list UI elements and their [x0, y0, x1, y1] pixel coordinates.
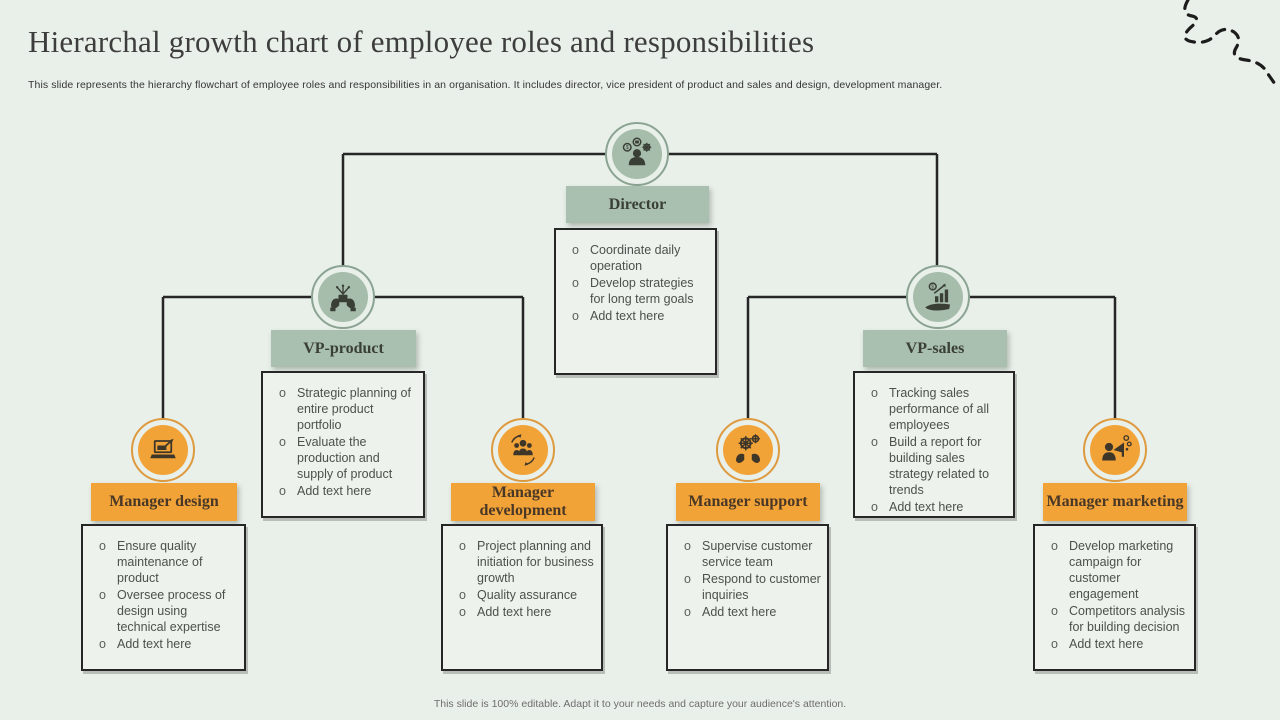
manager-design-label-text: Manager design	[109, 493, 219, 511]
node-label-manager-development	[451, 483, 595, 521]
manager-development-node-circle	[491, 418, 555, 482]
manager-support-node-circle	[716, 418, 780, 482]
bullet-item: o Project planning and initiation for business growth	[457, 538, 595, 586]
vp-sales-bullet-list	[855, 373, 1013, 522]
manager-development-bullet-list	[443, 526, 601, 627]
node-label-manager-design	[91, 483, 237, 521]
manager-marketing-bullet-list	[1035, 526, 1194, 659]
bullet-item: o Evaluate the production and supply of product	[277, 434, 417, 482]
hands-holding-product-icon	[318, 272, 368, 322]
manager-development-label-text: Manager development	[479, 484, 567, 519]
manager-marketing-responsibilities-box	[1033, 524, 1196, 671]
bullet-item: o Develop strategies for long term goals	[570, 275, 709, 307]
node-label-manager-marketing	[1043, 483, 1187, 521]
bullet-item: o Add text here	[869, 499, 1007, 515]
laptop-design-pen-icon	[138, 425, 188, 475]
node-label-director	[566, 186, 709, 223]
manager-marketing-node-circle	[1083, 418, 1147, 482]
hands-holding-gears-icon	[723, 425, 773, 475]
bullet-item: o Add text here	[97, 636, 238, 652]
director-node-circle	[605, 122, 669, 186]
bullet-item: o Oversee process of design using technical expertise	[97, 587, 238, 635]
bullet-item: o Coordinate daily operation	[570, 242, 709, 274]
bullet-item: o Add text here	[277, 483, 417, 499]
footer-note: This slide is 100% editable. Adapt it to your needs and capture your audience's attention.	[433, 698, 847, 710]
director-person-gear-coin-icon	[612, 129, 662, 179]
manager-development-responsibilities-box	[441, 524, 603, 671]
node-label-vp-sales	[863, 330, 1007, 367]
vp-product-node-circle	[311, 265, 375, 329]
bullet-item: o Tracking sales performance of all employees	[869, 385, 1007, 433]
vp-sales-responsibilities-box	[853, 371, 1015, 518]
bullet-item: o Strategic planning of entire product portfolio	[277, 385, 417, 433]
director-bullet-list	[556, 230, 715, 331]
hand-sales-growth-chart-icon	[913, 272, 963, 322]
manager-design-responsibilities-box	[81, 524, 246, 671]
manager-design-bullet-list	[83, 526, 244, 659]
vp-sales-label-text: VP-sales	[905, 339, 965, 357]
bullet-item: o Supervise customer service team	[682, 538, 821, 570]
vp-product-bullet-list	[263, 373, 423, 506]
bullet-item: o Competitors analysis for building decision	[1049, 603, 1188, 635]
manager-support-label-text: Manager support	[688, 493, 808, 511]
bullet-item: o Add text here	[570, 308, 709, 324]
bullet-item: o Develop marketing campaign for customer engagement	[1049, 538, 1188, 602]
bullet-item: o Add text here	[1049, 636, 1188, 652]
manager-support-bullet-list	[668, 526, 827, 627]
node-label-manager-support	[676, 483, 820, 521]
svg-text:$: $	[931, 284, 935, 291]
manager-support-responsibilities-box	[666, 524, 829, 671]
node-label-vp-product	[271, 330, 416, 367]
person-megaphone-icon	[1090, 425, 1140, 475]
bullet-item: o Add text here	[682, 604, 821, 620]
vp-product-responsibilities-box	[261, 371, 425, 518]
director-label-text: Director	[608, 195, 667, 213]
svg-text:$: $	[625, 145, 629, 152]
manager-marketing-label-text: Manager marketing	[1046, 493, 1184, 511]
bullet-item: o Respond to customer inquiries	[682, 571, 821, 603]
page-subtitle: This slide represents the hierarchy flowchart of employee roles and responsibilities in an organisation. It includes director, vice president of product and sales and design, development manager.	[28, 79, 943, 91]
bullet-item: o Ensure quality maintenance of product	[97, 538, 238, 586]
bullet-item: o Quality assurance	[457, 587, 595, 603]
team-cycle-arrows-icon	[498, 425, 548, 475]
page-title: Hierarchal growth chart of employee roles and responsibilities	[28, 24, 815, 59]
vp-product-label-text: VP-product	[303, 339, 384, 357]
bullet-item: o Add text here	[457, 604, 595, 620]
bullet-item: o Build a report for building sales strategy related to trends	[869, 434, 1007, 498]
director-responsibilities-box	[554, 228, 717, 375]
manager-design-node-circle	[131, 418, 195, 482]
vp-sales-node-circle	[906, 265, 970, 329]
